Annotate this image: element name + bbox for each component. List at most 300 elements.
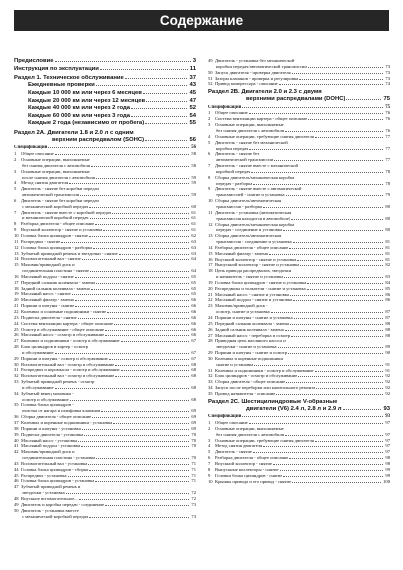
toc-entry-page: 61 [191,227,196,233]
toc-entry-page: 63 [191,244,196,250]
toc-entry-number: 43 [14,460,19,466]
toc-entry-title: трансмиссия - соединение и установка [216,239,292,245]
toc-entry-number: 48 [14,495,19,501]
toc-entry-number: 25 [208,320,213,326]
toc-entry-title: передач - соединение и установка [216,227,283,233]
dot-leader [78,438,189,442]
toc-entry-title: Раздел 1. Техническое обслуживание [14,75,124,82]
toc-entry-page: 92 [385,373,390,379]
toc-entry-page: 58 [191,151,196,157]
toc-entry-title: трансмиссией - снятие и установка [216,192,285,198]
toc-entry-page: 69 [191,408,196,414]
toc-entry-title: соединительная пластина - снятие [22,268,90,274]
toc-entry-page: 45 [189,89,196,96]
toc-entry-title: Масляный насос - осмотр и обслуживание [21,332,105,338]
toc-entry-number: 50 [14,507,19,513]
toc-entry-title: и обслуживание [22,349,54,355]
toc-entry-title: Передний сальник коленвала - замена [21,279,96,285]
toc-entry-title: очистка от нагара и шлифовка клапанов [22,408,101,414]
dot-leader [91,286,190,290]
toc-entry-number: 31 [208,367,213,373]
toc-entry-page: 66 [191,303,196,309]
toc-entry-title: после снятия двигателя с автомобиля [22,174,95,180]
toc-entry-number: 36 [14,414,19,420]
toc-entry-number: 7 [208,460,211,466]
dot-leader [253,449,383,453]
toc-entry-number: 5 [14,186,17,192]
toc-entry-title: Головка блока цилиндров - разборка [21,244,93,250]
toc-entry-number: 33 [14,379,19,385]
toc-entry-title: без снятия двигателя с автомобиля [22,162,90,168]
dot-leader [70,397,190,401]
toc-entry-number: 20 [14,297,19,303]
toc-entry-number: 3 [208,437,211,443]
toc-entry-page: 71 [191,460,196,466]
toc-entry-page: 59 [191,192,196,198]
toc-entry [14,58,196,66]
toc-entry-number: 5 [208,139,211,145]
toc-entry-page: 71 [191,472,196,478]
toc-entry-number: 9 [208,472,211,478]
toc-entry-number: 2 [14,157,17,163]
toc-entry-number: 19 [208,279,213,285]
toc-entry-page: 60 [191,203,196,209]
toc-entry-page: 97 [385,437,390,443]
toc-entry [208,81,390,87]
toc-entry-page: 73 [191,501,196,507]
dot-leader [289,455,383,459]
toc-entry-number: 12 [14,244,19,250]
toc-entry-title: Маховик/приводной диск и [21,262,75,268]
dot-leader [143,90,188,94]
toc-entry-number: 27 [208,332,213,338]
toc-entry [14,82,196,90]
toc-entry-page: 75 [383,96,390,103]
toc-entry-number: 14 [208,244,213,250]
dot-leader [307,286,384,290]
toc-entry-title: Раздел 2С. Шестицилиндровые V-образные [208,398,338,405]
dot-leader [96,455,189,459]
toc-entry-page: 59 [191,180,196,186]
toc-entry-title: коробки передач/автоматической трансмиссии [216,63,307,69]
dot-leader [249,146,383,150]
toc-entry-number: 6 [208,151,211,157]
dot-leader [291,333,383,337]
toc-entry-number: 35 [208,390,213,396]
toc-entry [14,120,196,128]
toc-entry-title: Головка блока цилиндров - сборка [21,466,89,472]
toc-entry-title: Каждые 10 000 км или через 6 месяцев [28,89,142,96]
dot-leader [285,128,384,132]
toc-entry-title: и механической коробкой передач [22,215,89,221]
dot-leader [89,233,189,237]
dot-leader [285,432,384,436]
toc-entry-number: 6 [14,197,17,203]
toc-entry-number: 9 [208,186,211,192]
dot-leader [78,315,190,319]
toc-entry-number: 40 [14,437,19,443]
toc-entry-page: 65 [191,291,196,297]
toc-entry-page: 66 [191,297,196,303]
dot-leader [300,262,383,266]
toc-entry-page: 70 [191,431,196,437]
toc-entry-title: Разборка двигателя - общее описание [215,455,289,461]
dot-leader [68,473,190,477]
dot-leader [121,367,190,371]
toc-entry-number: 29 [14,355,19,361]
dot-leader [251,169,383,173]
toc-entry-title: Впускное вспомогательное... [21,495,78,501]
toc-entry-title: Двигатель - снятие вместе с механической [215,163,298,169]
toc-entry-number: 26 [14,332,19,338]
toc-entry-page: 71 [191,466,196,472]
toc-entry-page: 65 [191,273,196,279]
toc-entry-page: 81 [385,239,390,245]
toc-entry-number: 23 [14,314,19,320]
dot-leader [113,420,189,424]
toc-entry-number: 21 [14,303,19,309]
toc-entry-number: 14 [14,256,19,262]
dot-leader [96,175,189,179]
toc-entry-title: Привод компрессора - описание [215,81,278,87]
toc-entry-page: 81 [385,256,390,262]
toc-entry-title: Головки блока цилиндров - снятие [215,472,283,478]
dot-leader [121,338,190,342]
toc-entry-number: 34 [14,390,19,396]
toc-entry-page: 93 [383,406,390,413]
dot-leader [294,315,384,319]
toc-entry-title: Головка блока цилиндров - [21,402,74,408]
toc-entry-title: Приводная цепь масляного насоса и [215,338,286,344]
toc-entry-title: Блок цилиндров - осмотр и обслуживание [215,373,298,379]
dot-leader [55,151,190,155]
toc-entry-title: Сборка двигателя - общее описание [21,414,92,420]
dot-leader [316,385,383,389]
toc-entry-page: 99 [385,466,390,472]
toc-entry-number: 5 [208,449,211,455]
dot-leader [293,297,383,301]
toc-entry-title: Коленвал и коренные подшипники - установка [21,420,113,426]
toc-entry-title: снятие и установка [216,361,254,367]
dot-leader [273,461,383,465]
toc-entry-page: 89 [385,344,390,350]
toc-entry-title: Зубчатый приводной ремень - осмотр [21,379,95,385]
toc-entry-page: 64 [191,256,196,262]
toc-entry [14,113,196,121]
toc-entry-page: 37 [189,75,196,82]
dot-leader [92,414,189,418]
toc-entry-title: Сборка двигатель/механическая коробка [215,221,295,227]
dot-leader [96,280,189,284]
toc-entry-title: Поршни и шатуны - снятие и установка [215,315,293,320]
toc-entry-page: 56 [191,145,196,151]
toc-entry-page: 87 [385,315,390,320]
dot-leader [61,239,189,243]
toc-entry-title: соединительная пластина - установка [22,455,96,461]
toc-entry-page: 80 [385,215,390,221]
toc-entry-title: Масляный поддон - снятие и установка [215,297,293,303]
toc-entry-title: Распредвал и коромысла - осмотр и обслуживание [21,367,120,373]
toc-entry-title: Основные операции, выполняемые [21,168,90,174]
toc-column-right [208,58,390,564]
dot-leader [285,327,384,331]
dot-leader [278,344,384,348]
toc-entry-page: 73 [385,69,390,75]
dot-leader [81,443,189,447]
toc-entry-page: 67 [191,355,196,361]
toc-entry-title: с механической коробкой передач [22,513,89,519]
toc-entry-page: 78 [385,168,390,174]
toc-entry-title: Распредвал - снятие [21,238,61,244]
toc-entry-number: 22 [208,297,213,303]
toc-entry [208,391,390,397]
toc-entry-title: коробкой передач [216,168,251,174]
toc-entry-page: 97 [385,431,390,437]
toc-entry-page: 84 [385,279,390,285]
toc-entry-title: Впускной коллектор - снятие [215,460,272,466]
toc-entry-number: 21 [208,291,213,297]
dot-leader [55,385,190,389]
toc-entry-number: 35 [14,402,19,408]
toc-entry-number: 19 [14,291,19,297]
toc-entry-title: Коленвал и подшипники - осмотр и обслуживание [21,338,120,344]
toc-entry-title: Двигатель - снятие вместе с автоматической [215,186,302,192]
toc-entry-title: Провод натяжителя - описание [215,390,276,396]
dot-leader [292,70,384,74]
toc-entry-page: 61 [191,221,196,227]
toc-entry-title: Впускной коллектор - снятие и установка [215,256,297,262]
toc-entry-title: трансмиссия находится в автомобиле) [216,215,291,221]
toc-entry-page: 66 [191,332,196,338]
toc-entry-title: Крышка привода и его привод - снятие [215,478,292,484]
toc-entry-page: 85 [385,285,390,291]
dot-leader [343,406,382,410]
toc-entry-page: 81 [385,250,390,256]
toc-entry-page: 66 [191,308,196,314]
toc-entry-page: 98 [385,455,390,461]
toc-entry-number: 42 [14,449,19,455]
toc-entry-title: Общее описание [215,420,248,426]
toc-entry-page: 92 [385,385,390,391]
toc-entry-number: 32 [208,373,213,379]
toc-entry-title: Впускной коллектор - снятие и установка [21,227,103,233]
toc-entry-title: Масляный насос - снятие и установка [215,291,289,297]
dot-leader [286,192,384,196]
section-heading [208,96,390,103]
toc-entry-number: 31 [14,367,19,373]
toc-entry-title: Двигатель и коробка передач - соединение [21,501,105,507]
toc-entry-title: Зубчатый приводной ремень и звездочки - снятие [21,250,118,256]
toc-entry-page: 92 [385,379,390,385]
toc-entry-page: 61 [191,215,196,221]
toc-entry-title: Подвеска двигателя - установка [21,431,84,437]
toc-entry-title: Основные операции, выполняемые [21,157,90,163]
toc-entry-title: Масляный поддон - установка [21,443,81,449]
dot-leader [289,245,383,249]
dot-leader [284,274,383,278]
toc-entry-page: 97 [385,449,390,455]
dot-leader [55,350,190,354]
toc-entry-number: 26 [208,326,213,332]
toc-entry-number: 33 [208,379,213,385]
toc-entry-number: 39 [14,431,19,437]
toc-entry-number: 16 [208,256,213,262]
dot-leader [249,420,384,424]
toc-entry-title: Масляный насос - переборка и осмотр [215,332,291,338]
toc-entry-number: 8 [14,221,17,227]
toc-entry-page: 52 [189,105,196,112]
toc-entry-page: 69 [191,414,196,420]
dot-leader [308,116,383,120]
toc-entry-page: 97 [385,443,390,449]
toc-entry-number: 13 [208,233,213,239]
dot-leader [84,432,189,436]
dot-leader [263,204,383,208]
toc-entry-number: 45 [14,472,19,478]
dot-leader [72,291,190,295]
toc-entry [14,105,196,113]
dot-leader [346,96,381,100]
toc-entry-title: Блок цилиндров и картер - осмотр [21,344,89,350]
toc-entry-page: 54 [189,112,196,119]
toc-entry-number: 2 [208,425,211,431]
toc-entry-title: Масляный фильтр - замена [215,250,268,256]
dot-leader [89,467,189,471]
toc-entry-number: 10 [208,478,213,484]
toc-entry-page: 11 [189,65,196,72]
dot-leader [254,362,383,366]
toc-entry [208,479,390,485]
section-heading [208,406,390,413]
toc-entry-page: 80 [385,203,390,209]
toc-entry-title: Вспомогательный вал - снятие [21,256,81,262]
toc-entry-number: 28 [14,344,19,350]
dot-leader [263,443,383,447]
dot-leader [66,490,190,494]
dot-leader [315,368,384,372]
toc-entry-title: Задний сальник коленвала - замена [21,285,90,291]
dot-leader [307,280,383,284]
toc-entry-title: Система вентиляции картера - общее описание [21,320,114,326]
toc-entry-title: Масляный насос - установка [21,437,78,443]
toc-entry-title: Двигатель - снятие вместе с коробкой передач [21,209,112,215]
toc-entry-number: 28 [208,338,213,344]
toc-entry [14,514,196,520]
dot-leader [283,473,383,477]
dot-leader [290,292,383,296]
dot-leader [48,144,189,148]
dot-leader [145,120,187,124]
toc-entry [14,144,196,151]
toc-entry-page: 86 [385,297,390,303]
toc-entry-title: Система вентиляции картера - общее описание [215,116,308,122]
toc-entry-title: и натяжитель - снятие и установка [216,274,284,280]
toc-entry-page: 61 [191,209,196,215]
toc-entry-title: Сборка двигатель/механическая коробка [215,174,295,180]
toc-entry-page: 68 [191,384,196,390]
toc-entry [14,66,196,74]
toc-entry-title: Запуск после переборки или капитального ремонта [215,385,316,391]
toc-entry [208,413,390,420]
toc-entry-number: 23 [208,303,213,309]
toc-entry-title: Передний сальник коленвала - замена [215,320,290,326]
toc-entry-title: Поршни и шатуны - установка [21,425,81,431]
toc-entry-page: 71 [191,478,196,484]
dot-leader [95,221,189,225]
toc-entry-number: 46 [14,478,19,484]
toc-entry-page: 63 [191,250,196,256]
toc-entry-page: 67 [191,349,196,355]
toc-entry-number: 20 [208,285,213,291]
toc-entry-page: 47 [189,97,196,104]
toc-entry-title: осмотр, снятие и установка [216,309,270,315]
toc-entry-number: 11 [208,209,213,215]
toc-entry-title: и обслуживание [22,384,54,390]
toc-entry-page: 59 [191,174,196,180]
toc-entry-title: Спецификации [14,145,48,151]
toc-entry-number: 3 [14,168,17,174]
toc-entry-page: 91 [385,367,390,373]
dot-leader [271,309,384,313]
toc-entry-number: 1 [208,420,211,426]
toc-entry-page: 100 [383,478,390,484]
toc-entry-page: 63 [191,238,196,244]
dot-leader [75,297,190,301]
toc-entry-page: 77 [385,133,390,139]
dot-leader [101,408,189,412]
toc-entry-title: Сборка двигателя - общее описание [215,379,286,385]
toc-entry-page: 72 [191,495,196,501]
toc-entry-page: 73 [385,63,390,69]
toc-entry-number: 4 [14,180,17,186]
toc-entry-title: Маховик/приводной диск и [21,449,75,455]
toc-entry-number: 13 [14,250,19,256]
toc-entry-number: 29 [208,350,213,356]
toc-entry-title: Двигатель - снятие [215,449,252,455]
toc-entry-title: Поршни и шатуны - снятие и осмотр [215,350,288,356]
toc-entry-title: Зубчатый венец маховика - [21,390,74,396]
dot-leader [280,467,384,471]
toc-entry-page: 62 [191,233,196,239]
dot-leader [80,192,189,196]
dot-leader [308,64,384,68]
dot-leader [114,321,189,325]
toc-entry-number: 44 [14,466,19,472]
dot-leader [91,163,190,167]
toc-entry-title: Разборка двигателя - общее описание [215,244,289,250]
toc-entry-page: 78 [385,180,390,186]
toc-entry-title: без снятия двигателя с автомобиля [216,128,284,133]
toc-entry-page: 56 [189,137,196,144]
toc-entry-number: 18 [14,285,19,291]
toc-entry-page: 80 [385,227,390,233]
toc-entry-page: 70 [191,455,196,461]
toc-entry-title: Основные операции, выполняемые [215,122,284,128]
toc-entry-title: Двигатель - установка вместе [21,507,79,513]
dot-leader [253,181,383,185]
section-heading [208,399,390,406]
toc-entry-title: Коленвал и коренные подшипники [215,355,283,361]
toc-entry-number: 15 [208,250,213,256]
toc-entry [14,98,196,106]
dot-leader [95,478,189,482]
dot-leader [279,81,384,85]
toc-entry-title: Двигатель - установка без механической [215,58,295,63]
toc-entry-page: 55 [189,120,196,127]
toc-entry-number: 22 [14,308,19,314]
toc-entry-page: 43 [189,82,196,89]
toc-entry-title: Разборка двигателя - общее описание [21,221,95,227]
